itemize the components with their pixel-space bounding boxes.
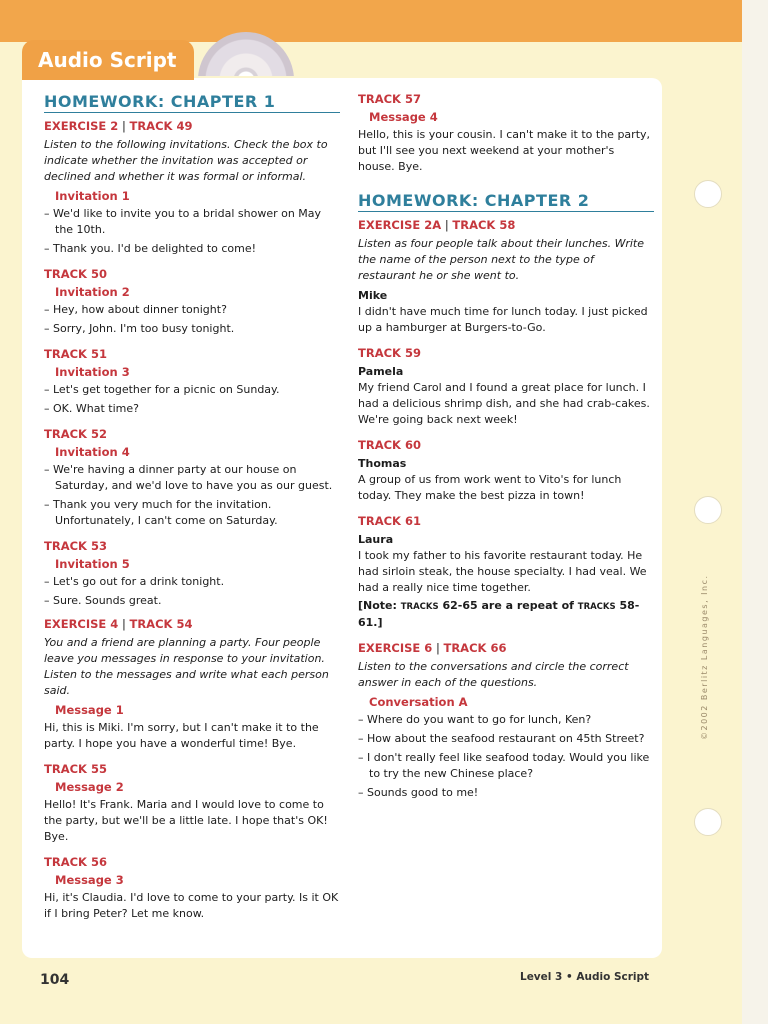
track-59-heading: TRACK 59 xyxy=(358,346,421,360)
page-edge-strip xyxy=(742,0,768,1024)
exercise-4-instructions-2: Listen to the messages and write what each person said. xyxy=(44,668,329,697)
dialogue-line: – OK. What time? xyxy=(44,402,139,415)
left-column xyxy=(44,92,340,922)
binder-hole-2 xyxy=(694,496,722,524)
invitation-1-label: Invitation 1 xyxy=(55,189,130,203)
message-text: Hello! It's Frank. Maria and I would love to come to the party, but we'll be a little late. I hope that's OK! Bye. xyxy=(44,798,328,843)
dialogue-line: – We'd like to invite you to a bridal shower on May the 10th. xyxy=(44,207,322,236)
chapter-1-heading: HOMEWORK: CHAPTER 1 xyxy=(44,92,340,113)
speaker-text: I took my father to his favorite restaurant today. He had sirloin steak, the house specialty. I had veal. We had a really nice time together. xyxy=(358,549,647,594)
exercise-label: EXERCISE 6 xyxy=(358,641,433,655)
track-57-heading: TRACK 57 xyxy=(358,92,421,106)
track-label: TRACK 54 xyxy=(129,617,193,631)
exercise-label: EXERCISE 2A xyxy=(358,218,442,232)
repeat-note xyxy=(358,598,654,631)
exercise-label: EXERCISE 4 xyxy=(44,617,119,631)
message-3-label: Message 3 xyxy=(55,873,124,887)
message-text: Hi, it's Claudia. I'd love to come to your party. Is it OK if I bring Peter? Let me know. xyxy=(44,891,339,920)
section-tab: Audio Script xyxy=(22,40,194,80)
exercise-4-heading xyxy=(44,617,340,631)
speaker-text: A group of us from work went to Vito's for lunch today. They make the best pizza in town! xyxy=(358,473,622,502)
chapter-2-heading: HOMEWORK: CHAPTER 2 xyxy=(358,191,654,212)
message-2-label: Message 2 xyxy=(55,780,124,794)
exercise-2a-instructions: Listen as four people talk about their lunches. Write the name of the person next to the type of restaurant he or she went to. xyxy=(358,237,644,282)
speaker-text: I didn't have much time for lunch today. I just picked up a hamburger at Burgers-to-Go. xyxy=(358,305,648,334)
exercise-6-instructions: Listen to the conversations and circle the correct answer in each of the questions. xyxy=(358,660,629,689)
binder-hole-3 xyxy=(694,808,722,836)
track-55-heading: TRACK 55 xyxy=(44,762,107,776)
dialogue-line: – I don't really feel like seafood today. Would you like to try the new Chinese place? xyxy=(358,751,650,780)
exercise-2-instructions: Listen to the following invitations. Check the box to indicate whether the invitation was accepted or declined and whether it was formal or informal. xyxy=(44,138,328,183)
message-4-label: Message 4 xyxy=(369,110,438,124)
separator: | xyxy=(118,617,130,631)
speaker-name: Laura xyxy=(358,533,394,546)
note-part: [Note: xyxy=(358,599,401,612)
dialogue-line: – Hey, how about dinner tonight? xyxy=(44,303,227,316)
track-51-heading: TRACK 51 xyxy=(44,347,107,361)
separator: | xyxy=(441,218,453,232)
conversation-a-label: Conversation A xyxy=(369,695,468,709)
note-part: TRACKS xyxy=(400,602,439,612)
track-label: TRACK 66 xyxy=(443,641,507,655)
exercise-6-heading xyxy=(358,641,654,655)
speaker-name: Pamela xyxy=(358,365,404,378)
dialogue-line: – Thank you. I'd be delighted to come! xyxy=(44,242,257,255)
track-label: TRACK 58 xyxy=(452,218,516,232)
dialogue-line: – Sorry, John. I'm too busy tonight. xyxy=(44,322,235,335)
speaker-text: My friend Carol and I found a great place for lunch. I had a delicious shrimp dish, and she had crab-cakes. We're going back next week! xyxy=(358,381,650,426)
note-part: 58-61.] xyxy=(358,599,640,629)
note-part: TRACKS xyxy=(577,602,616,612)
message-text: Hello, this is your cousin. I can't make it to the party, but I'll see you next weekend at your mother's house. Bye. xyxy=(358,128,651,173)
track-52-heading: TRACK 52 xyxy=(44,427,107,441)
binder-hole-1 xyxy=(694,180,722,208)
invitation-2-label: Invitation 2 xyxy=(55,285,130,299)
exercise-2a-heading xyxy=(358,218,654,232)
message-1-label: Message 1 xyxy=(55,703,124,717)
speaker-name: Thomas xyxy=(358,457,407,470)
track-50-heading: TRACK 50 xyxy=(44,267,107,281)
message-text: Hi, this is Miki. I'm sorry, but I can't make it to the party. I hope you have a wonderful time! Bye. xyxy=(44,721,319,750)
invitation-4-label: Invitation 4 xyxy=(55,445,130,459)
separator: | xyxy=(432,641,444,655)
dialogue-line: – Let's get together for a picnic on Sunday. xyxy=(44,383,280,396)
copyright-notice: ©2002 Berlitz Languages, Inc. xyxy=(700,574,709,740)
dialogue-line: – We're having a dinner party at our house on Saturday, and we'd love to have you as our guest. xyxy=(44,463,333,492)
dialogue-line: – Sounds good to me! xyxy=(358,786,479,799)
right-column xyxy=(358,92,654,804)
exercise-label: EXERCISE 2 xyxy=(44,119,119,133)
dialogue-line: – Let's go out for a drink tonight. xyxy=(44,575,225,588)
dialogue-line: – How about the seafood restaurant on 45th Street? xyxy=(358,732,645,745)
running-footer: Level 3 • Audio Script xyxy=(520,971,650,983)
top-color-band xyxy=(0,0,768,42)
track-label: TRACK 49 xyxy=(129,119,193,133)
track-56-heading: TRACK 56 xyxy=(44,855,107,869)
note-part: 62-65 are a repeat of xyxy=(438,599,578,612)
exercise-2-heading xyxy=(44,119,340,133)
track-61-heading: TRACK 61 xyxy=(358,514,421,528)
dialogue-line: – Thank you very much for the invitation. Unfortunately, I can't come on Saturday. xyxy=(44,498,278,527)
dialogue-line: – Where do you want to go for lunch, Ken? xyxy=(358,713,592,726)
speaker-name: Mike xyxy=(358,289,388,302)
dialogue-line: – Sure. Sounds great. xyxy=(44,594,162,607)
page-number: 104 xyxy=(40,972,70,988)
track-60-heading: TRACK 60 xyxy=(358,438,421,452)
exercise-4-instructions: You and a friend are planning a party. Four people leave you messages in response to your invitation. xyxy=(44,636,325,665)
invitation-5-label: Invitation 5 xyxy=(55,557,130,571)
separator: | xyxy=(118,119,130,133)
track-53-heading: TRACK 53 xyxy=(44,539,107,553)
invitation-3-label: Invitation 3 xyxy=(55,365,130,379)
